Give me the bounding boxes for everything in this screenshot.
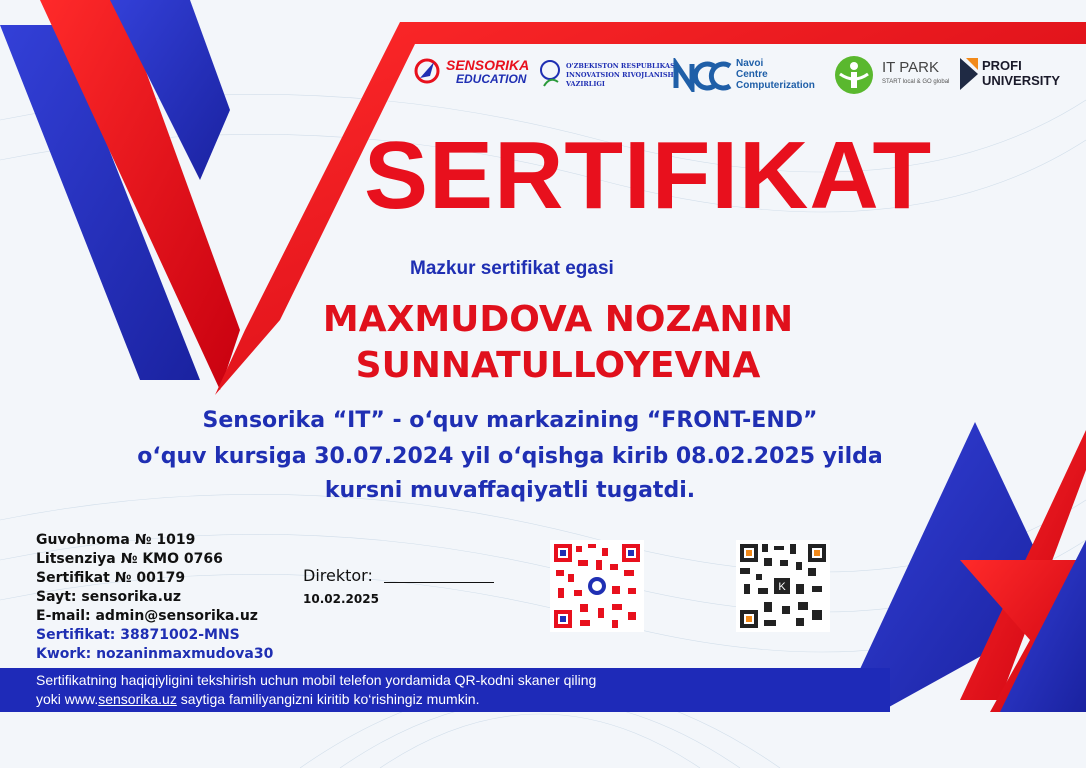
svg-text:K: K (778, 581, 786, 593)
qr-code-kwork[interactable] (736, 540, 830, 632)
director-label: Direktor: (303, 566, 373, 585)
ncc-line2: Centre (736, 69, 768, 80)
ncc-logo (672, 58, 734, 97)
footer-line2-post: saytiga familiyangizni kiritib ko‘rishingiz mumkin. (176, 691, 480, 707)
ncc-line3: Computerization (736, 80, 815, 91)
guvohnoma: Guvohnoma № 1019 (36, 532, 196, 548)
footer-website-link[interactable]: sensorika.uz (98, 691, 177, 707)
website: Sayt: sensorika.uz (36, 589, 182, 605)
sensorika-logo-top: SENSORIKA (446, 57, 530, 73)
qr-code-sensorika[interactable] (550, 540, 644, 632)
body-line3: kursni muvaffaqiyatli tugatdi. (324, 478, 696, 503)
body-line2: o‘quv kursiga 30.07.2024 yil o‘qishga kirib 08.02.2025 yilda (137, 444, 883, 469)
ministry-line3: VAZIRLIGI (566, 80, 605, 88)
footer-line2 (36, 691, 479, 707)
kwork-id: Kwork: nozaninmaxmudova30 (36, 646, 274, 662)
profi-line1: PROFI (982, 58, 1022, 73)
sertifikat-number: Sertifikat № 00179 (36, 570, 186, 586)
litsenziya: Litsenziya № KMO 0766 (36, 551, 223, 567)
body-line1: Sensorika “IT” - o‘quv markazining “FRONT-END” (202, 408, 818, 433)
sensorika-logo (414, 56, 440, 91)
lightbulb-icon (538, 58, 564, 92)
itpark-label: IT PARK (882, 59, 939, 76)
ncc-icon (672, 58, 734, 92)
profi-logo (958, 56, 980, 97)
intro-text: Mazkur sertifikat egasi (410, 258, 614, 279)
footer-line2-pre: yoki www. (36, 691, 99, 707)
director-date: 10.02.2025 (303, 592, 379, 606)
holder-name-line1: MAXMUDOVA NOZANIN (322, 299, 794, 340)
ncc-line1: Navoi (736, 58, 764, 69)
footer-line1: Sertifikatning haqiqiyligini tekshirish uchun mobil telefon yordamida QR-kodni skaner qiling (36, 672, 597, 688)
email: E-mail: admin@sensorika.uz (36, 608, 258, 624)
itpark-sub: START local & GO global (882, 79, 950, 85)
sensorika-logo-bottom: EDUCATION (456, 72, 527, 86)
director-signature-line (384, 582, 494, 583)
sensorika-rocket-icon (414, 56, 440, 86)
ministry-line1: O'ZBEKISTON RESPUBLIKASI (566, 62, 678, 70)
holder-name-line2: SUNNATULLOYEVNA (355, 345, 761, 386)
sertifikat-id: Sertifikat: 38871002-MNS (36, 627, 240, 643)
ministry-line2: INNOVATSION RIVOJLANISH (566, 71, 674, 79)
profi-line2: UNIVERSITY (982, 73, 1061, 88)
ministry-logo (538, 58, 564, 97)
itpark-logo (832, 54, 876, 101)
profi-icon (958, 56, 980, 92)
itpark-icon (832, 54, 876, 96)
certificate-title: SERTIFIKAT (364, 122, 933, 229)
